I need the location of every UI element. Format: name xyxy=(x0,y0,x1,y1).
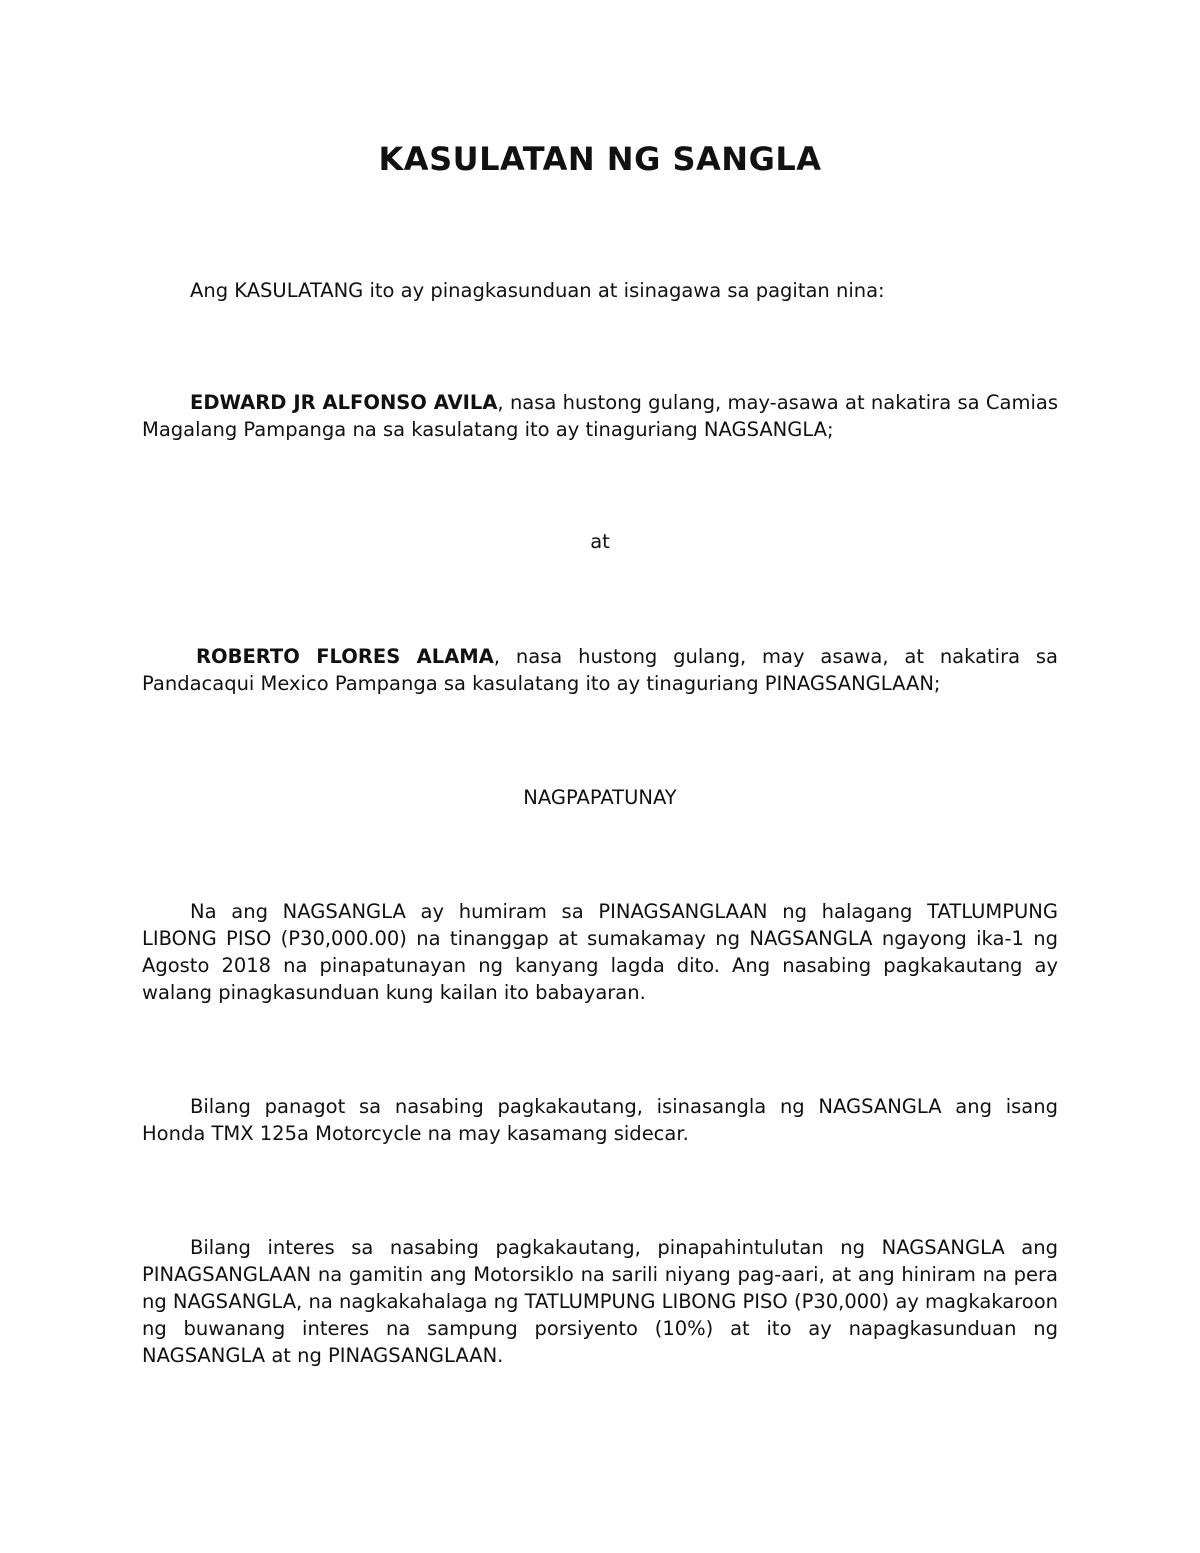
party1-paragraph xyxy=(142,389,1058,443)
section-heading: NAGPAPATUNAY xyxy=(523,786,677,809)
party2-paragraph xyxy=(142,643,1058,697)
party2-text: , nasa hustong gulang, may asawa, at nakatira sa Pandacaqui Mexico Pampanga sa kasulatang ito ay tinaguriang PINAGSANGLAAN; xyxy=(142,645,1059,695)
body-paragraph-1 xyxy=(142,898,1058,1006)
intro-paragraph xyxy=(142,277,1058,304)
body-paragraph-2 xyxy=(142,1093,1058,1147)
party1-name: EDWARD JR ALFONSO AVILA xyxy=(190,391,498,414)
intro-text: Ang KASULATANG ito ay pinagkasunduan at isinagawa sa pagitan nina: xyxy=(190,279,885,302)
body-paragraph-2-text: Bilang panagot sa nasabing pagkakautang, isinasangla ng NAGSANGLA ang isang Honda TMX 125a Motorcycle na may kasamang sidecar. xyxy=(142,1095,1058,1145)
conjunction-text: at xyxy=(590,530,610,553)
body-paragraph-3-text: Bilang interes sa nasabing pagkakautang, pinapahintulutan ng NAGSANGLA ang PINAGSANGLAAN na gamitin ang Motorsiklo na sarili niyang pag-aari, at ang hiniram na pera ng NAGSANGLA, na nagkakahalaga ng TATLUMPUNG LIBONG PISO (P30,000) ay magkakaroon ng buwanang interes na sampung porsiyento (10%) at ito ay napagkasunduan ng NAGSANGLA at ng PINAGSANGLAAN. xyxy=(142,1236,1058,1367)
party2-name: ROBERTO FLORES ALAMA xyxy=(196,645,494,668)
body-paragraph-1-text: Na ang NAGSANGLA ay humiram sa PINAGSANGLAAN ng halagang TATLUMPUNG LIBONG PISO (P30,000.00) na tinanggap at sumakamay ng NAGSANGLA ngayong ika-1 ng Agosto 2018 na pinapatunayan ng kanyang lagda dito. Ang nasabing pagkakautang ay walang pinagkasunduan kung kailan ito babayaran. xyxy=(142,900,1058,1004)
body-paragraph-3 xyxy=(142,1234,1058,1369)
document-title: KASULATAN NG SANGLA xyxy=(378,140,822,178)
party1-text: , nasa hustong gulang, may-asawa at nakatira sa Camias Magalang Pampanga na sa kasulatang ito ay tinaguriang NAGSANGLA; xyxy=(142,391,1058,441)
